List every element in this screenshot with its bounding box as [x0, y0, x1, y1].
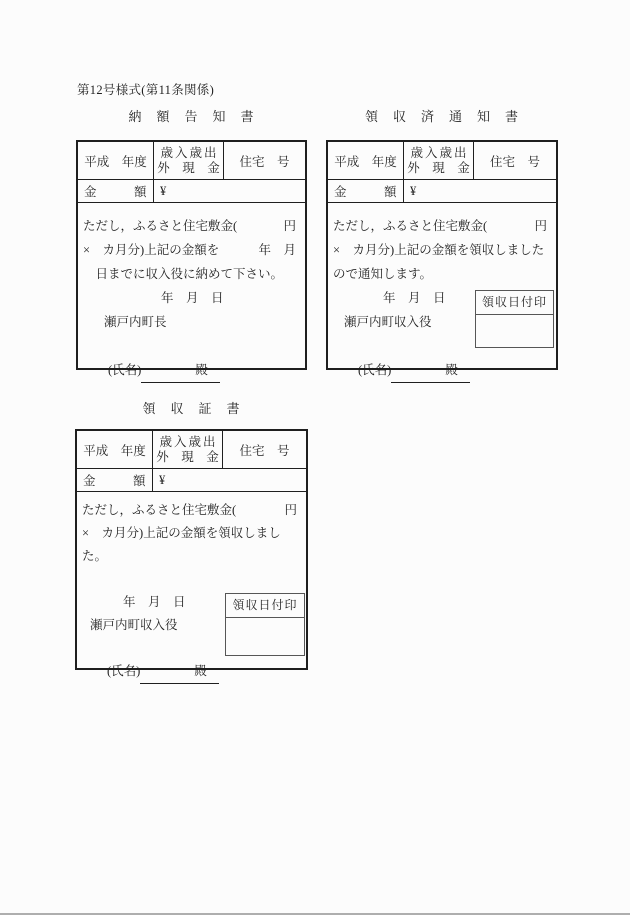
- yen-symbol: ¥: [160, 183, 167, 198]
- name-label: (氏名): [107, 664, 141, 678]
- era-year-label: 平成 年度: [84, 154, 147, 169]
- era-year-cell: [77, 431, 153, 468]
- proviso-line-1: [333, 214, 547, 238]
- signer-line: 瀬戸内町収入役: [90, 618, 178, 632]
- form-body: [328, 203, 556, 377]
- account-type-line2: 外 現 金: [156, 449, 219, 464]
- era-year-label: 平成 年度: [334, 154, 397, 169]
- amount-value-cell: [154, 180, 305, 202]
- stamp-label: 領収日付印: [226, 594, 304, 618]
- receipt-certificate-form: [75, 429, 308, 678]
- account-type-line1: 歳入歳出: [159, 434, 218, 449]
- signer-line: 瀬戸内町長: [104, 315, 167, 329]
- proviso-line-1-text: ただし，ふるさと住宅敷金(: [82, 503, 237, 517]
- stamp-blank-area: [476, 315, 553, 347]
- name-blank-field: 殿: [141, 358, 220, 383]
- amount-row: [328, 180, 556, 203]
- stamp-blank-area: [226, 618, 304, 655]
- amount-label-cell: [78, 180, 154, 202]
- receipt-paid-notice-form: [326, 140, 558, 377]
- amount-label: 金 額: [84, 185, 147, 199]
- header-row: [77, 431, 306, 469]
- proviso-line-2: × カ月分)上記の金額を領収しまし: [82, 526, 281, 540]
- proviso-line-2: × カ月分)上記の金額を領収しました: [333, 243, 545, 257]
- proviso-line-2-text: × カ月分)上記の金額を: [83, 243, 220, 257]
- era-year-cell: [78, 142, 154, 179]
- amount-label-cell: [328, 180, 404, 202]
- name-blank-field: 殿: [140, 660, 219, 684]
- housing-number-label: 住宅 号: [239, 443, 290, 458]
- date-line: 年 月 日: [123, 595, 186, 609]
- header-row: [78, 142, 305, 180]
- form-body: [77, 492, 306, 678]
- housing-number-label: 住宅 号: [239, 154, 290, 169]
- receipt-date-stamp-box: [225, 593, 305, 656]
- era-year-cell: [328, 142, 404, 179]
- yen-unit-label: 円: [284, 503, 297, 517]
- yen-unit-label: 円: [283, 219, 296, 233]
- signer-line: 瀬戸内町収入役: [344, 315, 432, 329]
- name-line: [83, 334, 296, 377]
- stamp-label: 領収日付印: [476, 291, 553, 315]
- form-body: [78, 203, 305, 377]
- amount-label: 金 額: [334, 185, 397, 199]
- account-type-line2: 外 現 金: [407, 160, 470, 175]
- account-type-line1: 歳入歳出: [410, 145, 469, 160]
- amount-value-cell: [404, 180, 556, 202]
- payment-notice-form: [76, 140, 307, 377]
- housing-number-cell: [223, 431, 306, 468]
- amount-label: 金 額: [83, 474, 146, 488]
- proviso-line-1: [83, 214, 296, 238]
- account-type-cell: [153, 431, 223, 468]
- proviso-line-1: [82, 499, 297, 522]
- housing-number-label: 住宅 号: [489, 154, 540, 169]
- name-blank-field: 殿: [391, 358, 470, 383]
- name-label: (氏名): [358, 363, 392, 377]
- proviso-line-2: [83, 238, 296, 262]
- proviso-line-1-text: ただし，ふるさと住宅敷金(: [333, 219, 488, 233]
- date-line: 年 月 日: [383, 291, 446, 305]
- name-label: (氏名): [108, 363, 142, 377]
- account-type-cell: [154, 142, 224, 179]
- yen-symbol: ¥: [410, 183, 417, 198]
- housing-number-cell: [474, 142, 556, 179]
- account-type-line2: 外 現 金: [157, 160, 220, 175]
- yen-unit-label: 円: [534, 219, 547, 233]
- yen-symbol: ¥: [159, 472, 166, 487]
- proviso-line-3: た。: [82, 549, 108, 563]
- payment-notice-title: 納 額 告 知 書: [128, 109, 255, 124]
- account-type-cell: [404, 142, 474, 179]
- account-type-line1: 歳入歳出: [160, 145, 219, 160]
- proviso-line-1-text: ただし，ふるさと住宅敷金(: [83, 219, 238, 233]
- housing-number-cell: [224, 142, 305, 179]
- era-year-label: 平成 年度: [83, 443, 146, 458]
- amount-row: [78, 180, 305, 203]
- receipt-certificate-title: 領 収 証 書: [142, 401, 241, 416]
- receipt-paid-notice-title: 領 収 済 通 知 書: [364, 109, 519, 124]
- header-row: [328, 142, 556, 180]
- spacer-line: [82, 568, 297, 591]
- date-line: 年 月 日: [161, 291, 224, 305]
- proviso-line-3: ので通知します。: [333, 267, 433, 281]
- receipt-date-stamp-box: [475, 290, 554, 348]
- form-number-heading: 第12号様式(第11条関係): [77, 83, 215, 97]
- due-year-month-label: 年 月: [258, 243, 296, 257]
- amount-row: [77, 469, 306, 492]
- amount-label-cell: [77, 469, 153, 491]
- amount-value-cell: [153, 469, 306, 491]
- proviso-line-3: 日までに収入役に納めて下さい。: [83, 267, 284, 281]
